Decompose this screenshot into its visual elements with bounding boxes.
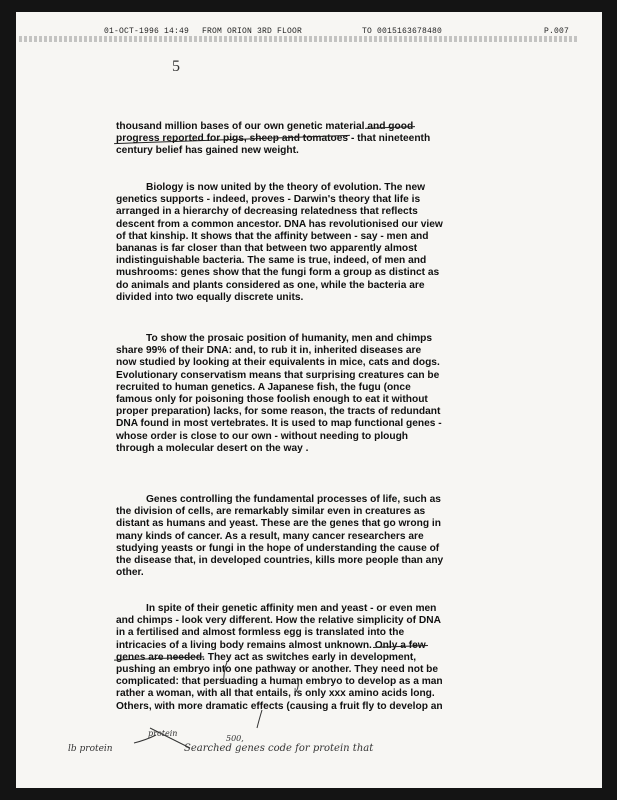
text-line: genes are needed. They act as switches early in development, [116,651,417,663]
struck-text: and good [367,121,414,132]
text-line: DNA found in most vertebrates. It is used to map functional genes - [116,418,442,430]
text-line: mushrooms: genes show that the fungi form a group as distinct as [116,267,440,279]
text-line: Others, with more dramatic effects (causing a fruit fly to develop an [116,700,443,712]
handwritten-note: protein [148,729,178,738]
paragraph-3 [116,333,504,455]
struck-text: progress reported for pigs, sheep and tomatoes [116,133,349,145]
text-line: and chimps - look very different. How the relative simplicity of DNA [116,615,441,627]
fax-datetime: 01-OCT-1996 14:49 [104,27,190,36]
text-line: divided into two equally discrete units. [116,291,304,303]
text-line: arranged in a hierarchy of decreasing relatedness that reflects [116,206,418,218]
text-line: distant as humans and yeast. These are the genes that go wrong in [116,518,441,530]
text-line: progress reported for pigs, sheep and tomatoes - that nineteenth [116,133,431,145]
text-line: other. [116,567,144,579]
text-line: share 99% of their DNA: and, to rub it in, inherited diseases are [116,345,422,357]
text-line: To show the prosaic position of humanity, men and chimps [146,333,433,344]
handwritten-note: Searched genes code for protein that [184,743,374,754]
document-page [16,12,602,788]
text-line: descent from a common ancestor. DNA has revolutionised our view [116,218,443,230]
text-line: Evolutionary conservatism means that surprising creatures can be [116,369,440,381]
paragraph-1 [116,121,504,158]
fax-transmission-line [19,36,579,42]
text-line: through a molecular desert on the way . [116,442,309,454]
text-line: In spite of their genetic affinity men and yeast - or even men [146,603,437,614]
text-line: complicated: that persuading a human embryo to develop as a man [116,676,443,688]
struck-text: genes are needed [116,651,203,663]
text-line: genetics supports - indeed, proves - Darwin's theory that life is [116,194,421,206]
paragraph-2 [116,182,504,304]
text-line: of that kinship. It shows that the affinity between - say - men and [116,230,429,242]
handwritten-page-number: 5 [172,58,180,75]
text-line: intricacies of a living body remains almost unknown. Only a few [116,639,426,651]
struck-text: Only a few [374,639,426,651]
text-line: thousand million bases of our own genetic material and good [116,121,414,132]
text-line: bananas is far closer than that between two apparently almost [116,243,418,255]
text-line: studying yeasts or fungi in the hope of understanding the cause of [116,542,440,554]
fax-to: TO 0015163678480 [362,27,443,36]
fax-from: FROM ORION 3RD FLOOR [202,27,303,36]
text-line: proper preparation) lacks, for some reason, the tracts of redundant [116,406,441,418]
text-line: recruited to human genetics. A Japanese fish, the fugu (once [116,381,411,393]
text-line: century belief has gained new weight. [116,145,299,157]
text-line: Genes controlling the fundamental processes of life, such as [146,494,441,505]
text-line: in a fertilised and almost formless egg is translated into the [116,627,405,639]
paragraph-4 [116,494,504,579]
text-line: pushing an embryo into one pathway or another. They need not be [116,664,439,676]
handwritten-note: lb protein [68,744,113,754]
handwritten-note: 500, [226,734,244,743]
text-line: the division of cells, are remarkably similar even in creatures as [116,506,426,518]
text-line: many kinds of cancer. As a result, many cancer researchers are [116,530,424,542]
text-line: Biology is now united by the theory of evolution. The new [146,182,426,193]
text-line: famous only for poisoning those foolish enough to eat it without [116,394,428,406]
text-line: indistinguishable bacteria. The same is true, indeed, of men and [116,255,427,267]
text-line: rather a woman, with all that entails, is only xxx amino acids long. [116,688,435,700]
text-line: the disease that, in developed countries, kills more people than any [116,555,444,567]
fax-page: P.007 [544,27,570,36]
text-line: whose order is close to our own - without needing to plough [116,430,409,442]
text-line: do animals and plants considered as one, while the bacteria are [116,279,425,291]
paragraph-5 [116,603,504,713]
text-line: now studied by looking at their equivalents in mice, cats and dogs. [116,357,440,369]
